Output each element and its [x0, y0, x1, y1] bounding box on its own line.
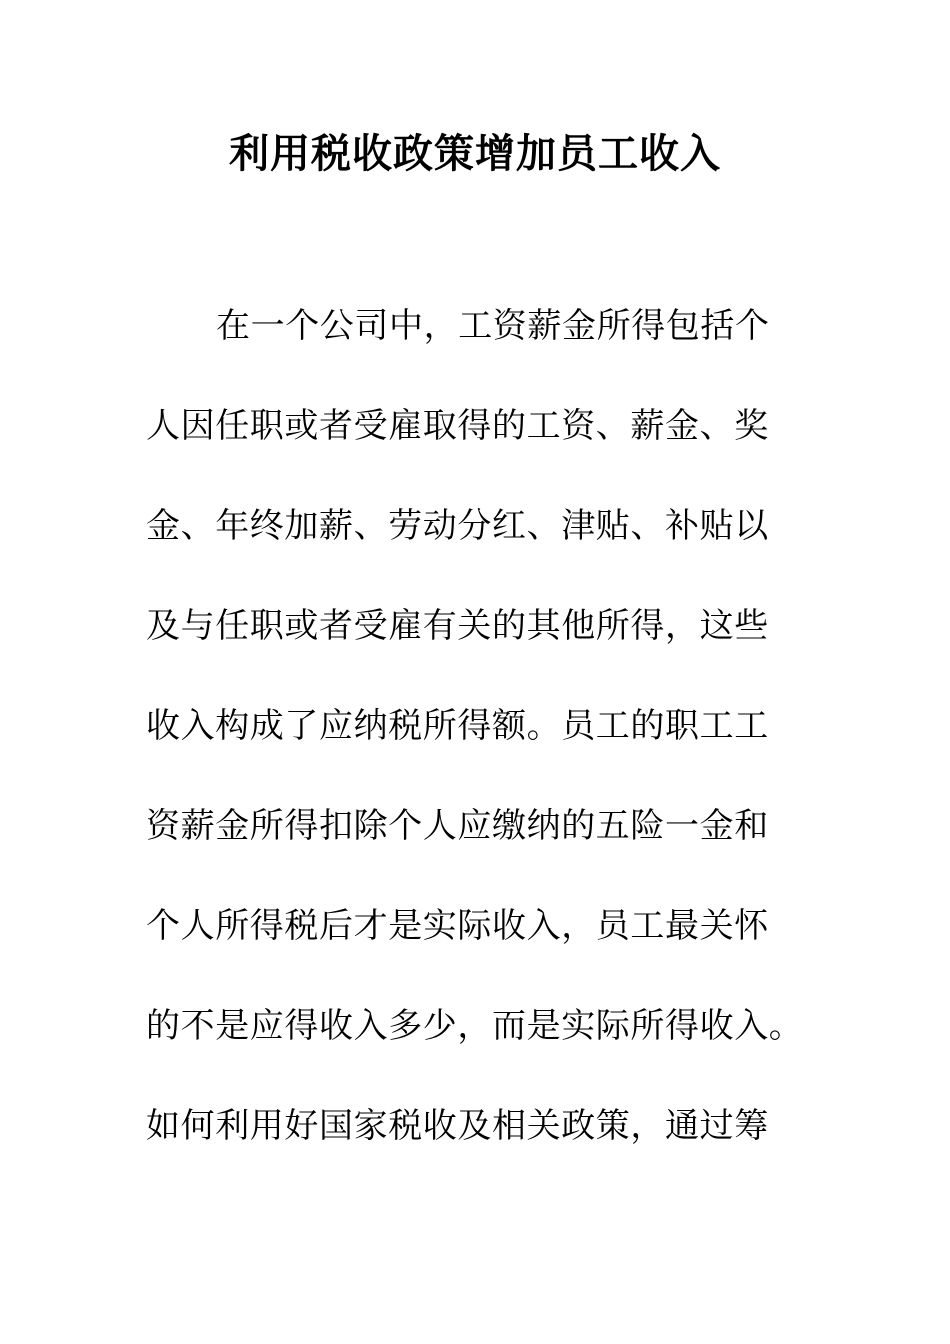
body-line: 人因任职或者受雇取得的工资、薪金、奖: [146, 406, 769, 446]
body-line: 个人所得税后才是实际收入，员工最关怀: [146, 906, 769, 946]
body-line: 在一个公司中，工资薪金所得包括个: [216, 306, 770, 346]
body-line: 收入构成了应纳税所得额。员工的职工工: [146, 706, 769, 746]
document-title: 利用税收政策增加员工收入: [229, 131, 721, 177]
body-line: 如何利用好国家税收及相关政策，通过筹: [146, 1106, 769, 1146]
body-line: 的不是应得收入多少，而是实际所得收入。: [146, 1006, 804, 1046]
body-line: 资薪金所得扣除个人应缴纳的五险一金和: [146, 806, 769, 846]
body-line: 金、年终加薪、劳动分红、津贴、补贴以: [146, 506, 769, 546]
document-body: [146, 300, 826, 1200]
body-line: 及与任职或者受雇有关的其他所得，这些: [146, 606, 769, 646]
